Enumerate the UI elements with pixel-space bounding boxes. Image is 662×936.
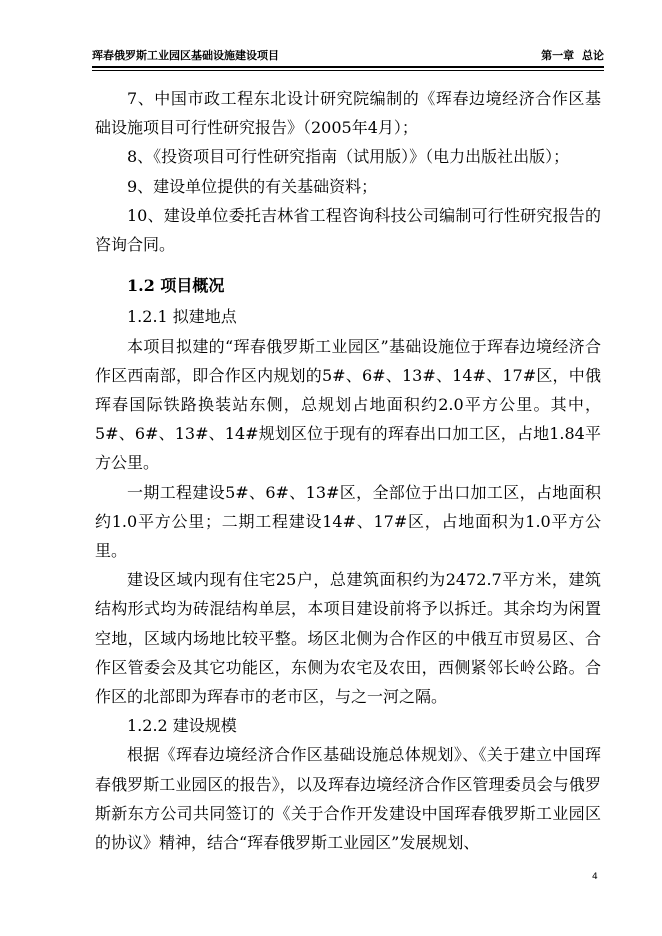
scale-paragraph-1: 根据《珲春边境经济合作区基础设施总体规划》、《关于建立中国珲春俄罗斯工业园区的报告》，以及珲春边境经济合作区管理委员会与俄罗斯新东方公司共同签订的《关于合作开发建设中国珲春俄罗斯工业园区的协议》精神，结合“珲春俄罗斯工业园区”发展规划、 [95, 745, 601, 853]
header-rule-thin [92, 70, 604, 71]
reference-item-8: 8、《投资项目可行性研究指南（试用版）》（电力出版社出版）； [127, 147, 570, 167]
section-heading-1-2: 1.2 项目概况 [127, 276, 225, 296]
reference-item-7: 7、中国市政工程东北设计研究院编制的《珲春边境经济合作区基础设施项目可行性研究报告》（2005年4月）； [95, 89, 601, 138]
page-body [95, 84, 601, 857]
page-number: 4 [592, 872, 598, 882]
subsection-heading-1-2-2: 1.2.2 建设规模 [127, 716, 237, 736]
reference-item-9: 9、建设单位提供的有关基础资料； [127, 176, 378, 196]
reference-item-10: 10、建设单位委托吉林省工程咨询科技公司编制可行性研究报告的咨询合同。 [95, 205, 601, 255]
subsection-heading-1-2-1: 1.2.1 拟建地点 [127, 307, 237, 327]
site-paragraph-3: 建设区域内现有住宅25户，总建筑面积约为2472.7平方米，建筑结构形式均为砖混结构单层，本项目建设前将予以拆迁。其余均为闲置空地，区域内场地比较平整。场区北侧为合作区的中俄互市贸易区、合作区管委会及其它功能区，东侧为农宅及农田，西侧紧邻长岭公路。合作区的北部即为珲春市的老市区，与之一河之隔。 [95, 570, 601, 707]
header-title: 珲春俄罗斯工业园区基础设施建设项目 [92, 49, 279, 62]
site-paragraph-1: 本项目拟建的“珲春俄罗斯工业园区”基础设施位于珲春边境经济合作区西南部，即合作区内规划的5#、6#、13#、14#、17#区，中俄珲春国际铁路换装站东侧，总规划占地面积约2.0平方公里。其中，5#、6#、13#、14#规划区位于现有的珲春出口加工区，占地1.84平方公里。 [95, 336, 601, 473]
header-rule-thick [92, 66, 604, 68]
header-chapter: 第一章 总论 [541, 49, 604, 62]
site-paragraph-2: 一期工程建设5#、6#、13#区，全部位于出口加工区，占地面积约1.0平方公里；二期工程建设14#、17#区，占地面积为1.0平方公里。 [95, 482, 601, 561]
running-header [92, 49, 604, 63]
